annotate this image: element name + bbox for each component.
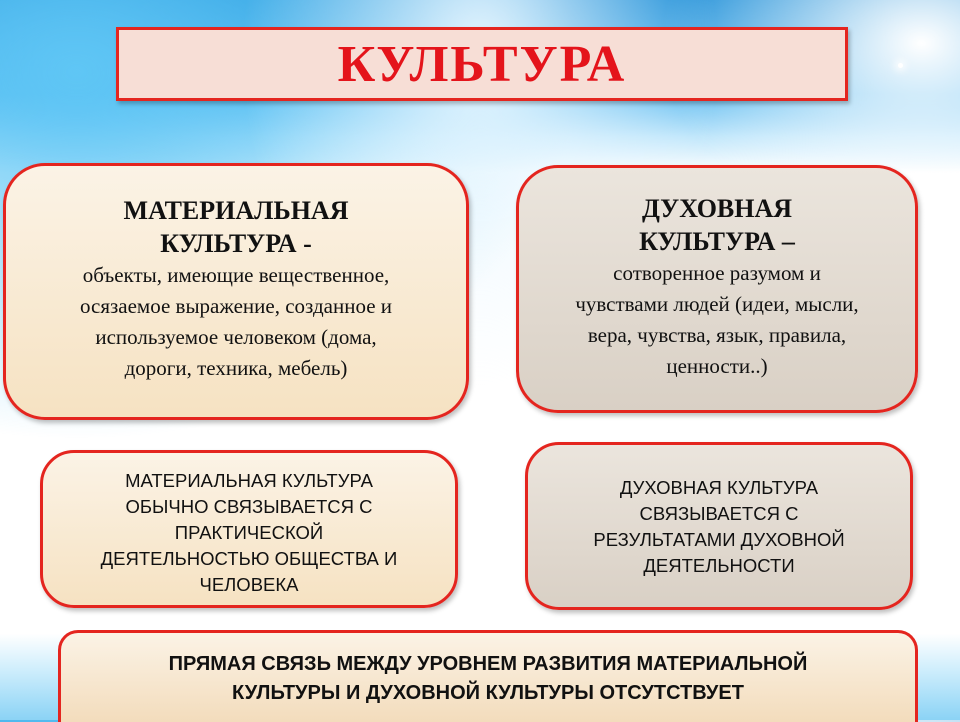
- spiritual-link-line: ДУХОВНАЯ КУЛЬТУРА: [619, 477, 819, 498]
- spiritual-link-card: [525, 442, 913, 610]
- conclusion-line: ПРЯМАЯ СВЯЗЬ МЕЖДУ УРОВНЕМ РАЗВИТИЯ МАТЕРИАЛЬНОЙ: [168, 653, 808, 675]
- spiritual-heading-line2: КУЛЬТУРА –: [639, 227, 795, 256]
- material-culture-card: [3, 163, 469, 420]
- material-link-line: ЧЕЛОВЕКА: [199, 574, 299, 595]
- conclusion-line: КУЛЬТУРЫ И ДУХОВНОЙ КУЛЬТУРЫ ОТСУТСТВУЕТ: [232, 682, 744, 704]
- sparkle-decoration: [898, 63, 903, 68]
- material-heading-line1: МАТЕРИАЛЬНАЯ: [123, 196, 349, 225]
- material-link-line: ОБЫЧНО СВЯЗЫВАЕТСЯ С: [125, 496, 373, 517]
- spiritual-definition-line: вера, чувства, язык, правила,: [587, 323, 847, 347]
- spiritual-definition-line: чувствами людей (идеи, мысли,: [575, 292, 859, 316]
- material-link-line: ПРАКТИЧЕСКОЙ: [174, 522, 324, 543]
- material-link-line: ДЕЯТЕЛЬНОСТЬЮ ОБЩЕСТВА И: [100, 548, 398, 569]
- title-banner: [116, 27, 848, 101]
- spiritual-link-line: СВЯЗЫВАЕТСЯ С: [639, 503, 799, 524]
- material-link-card: [40, 450, 458, 608]
- conclusion-box: [58, 630, 918, 722]
- material-definition-line: используемое человеком (дома,: [95, 325, 377, 349]
- material-heading-line2: КУЛЬТУРА -: [160, 229, 312, 258]
- material-definition-line: дороги, техника, мебель): [124, 356, 348, 380]
- spiritual-heading-line1: ДУХОВНАЯ: [641, 194, 793, 223]
- spiritual-culture-card: [516, 165, 918, 413]
- material-link-line: МАТЕРИАЛЬНАЯ КУЛЬТУРА: [125, 470, 373, 491]
- spiritual-link-line: РЕЗУЛЬТАТАМИ ДУХОВНОЙ: [593, 529, 845, 550]
- spiritual-definition-line: сотворенное разумом и: [613, 261, 821, 285]
- spiritual-link-line: ДЕЯТЕЛЬНОСТИ: [643, 555, 795, 576]
- material-definition-line: осязаемое выражение, созданное и: [79, 294, 393, 318]
- spiritual-definition-line: ценности..): [666, 354, 768, 378]
- material-definition-line: объекты, имеющие вещественное,: [82, 263, 390, 287]
- page-title: КУЛЬТУРА: [337, 35, 627, 93]
